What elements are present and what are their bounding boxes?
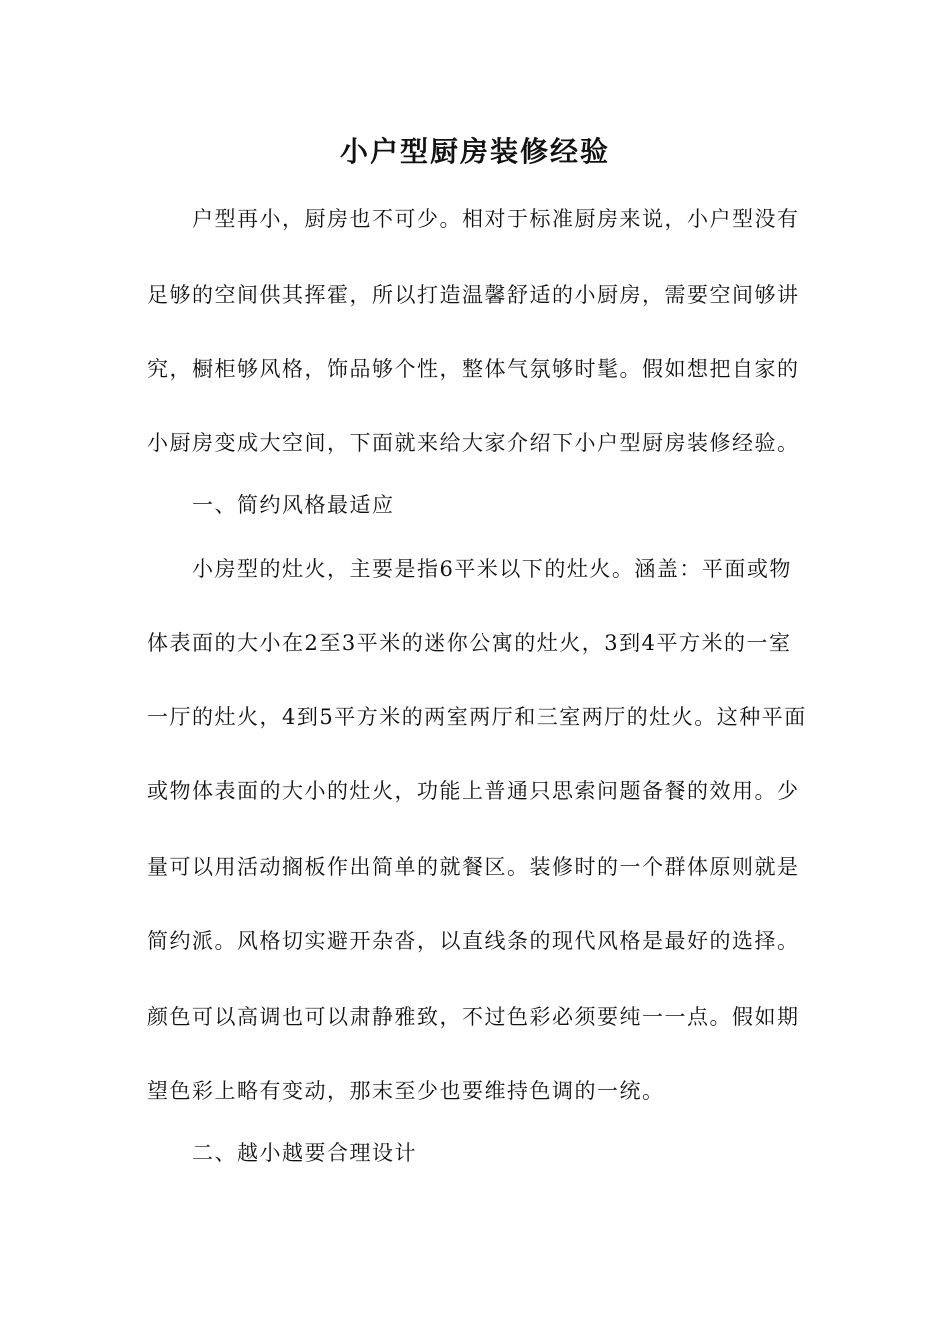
document-title: 小户型厨房装修经验: [339, 135, 610, 168]
paragraph-2-line-4: 或物体表面的大小的灶火，功能上普通只思索问题备餐的效用。少: [147, 779, 800, 803]
paragraph-2-line-1: 小房型的灶火，主要是指6平米以下的灶火。涵盖：平面或物: [192, 557, 792, 581]
paragraph-1-line-4: 小厨房变成大空间，下面就来给大家介绍下小户型厨房装修经验。: [147, 431, 800, 455]
paragraph-2-line-3: 一厅的灶火，4到5平方米的两室两厅和三室两厅的灶火。这种平面: [147, 705, 807, 729]
paragraph-2-line-2: 体表面的大小在2至3平米的迷你公寓的灶火，3到4平方米的一室: [147, 631, 792, 655]
section-heading-2: 二、越小越要合理设计: [192, 1141, 417, 1165]
paragraph-2-line-8: 望色彩上略有变动，那末至少也要维持色调的一统。: [147, 1079, 665, 1103]
paragraph-1-line-2: 足够的空间供其挥霍，所以打造温馨舒适的小厨房，需要空间够讲: [147, 283, 800, 307]
paragraph-2-line-6: 简约派。风格切实避开杂沓，以直线条的现代风格是最好的选择。: [147, 929, 800, 953]
paragraph-1-line-1: 户型再小，厨房也不可少。相对于标准厨房来说，小户型没有: [192, 207, 800, 231]
paragraph-2-line-7: 颜色可以高调也可以肃静雅致，不过色彩必须要纯一一点。假如期: [147, 1005, 800, 1029]
paragraph-1-line-3: 究，橱柜够风格，饰品够个性，整体气氛够时髦。假如想把自家的: [147, 357, 800, 381]
section-heading-1: 一、简约风格最适应: [192, 493, 395, 517]
paragraph-2-line-5: 量可以用活动搁板作出简单的就餐区。装修时的一个群体原则就是: [147, 855, 800, 879]
